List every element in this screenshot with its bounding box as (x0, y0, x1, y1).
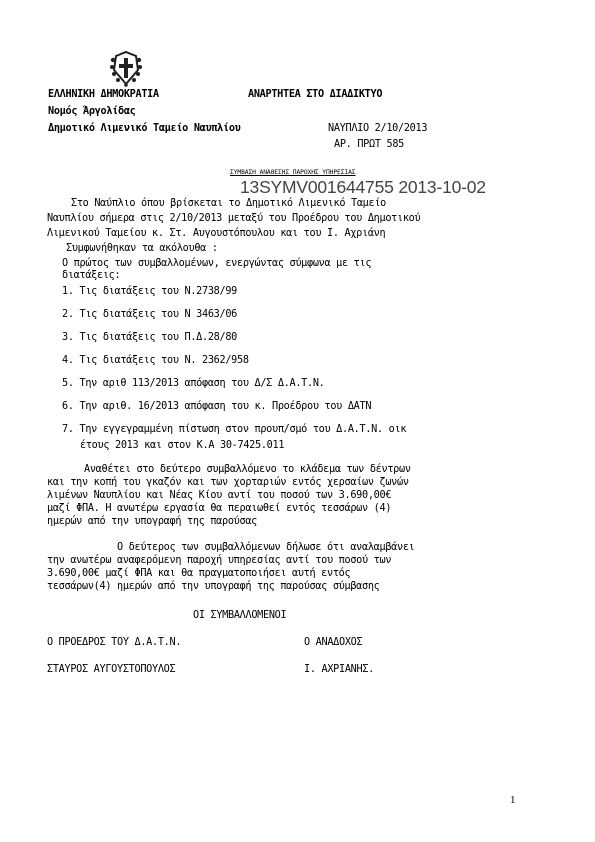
intro-line: Συμφωνήθηκαν τα ακόλουθα : (66, 243, 218, 254)
assignment-line: ημερών από την υπογραφή της παρούσας (47, 516, 258, 527)
assignment-line: λιμένων Ναυπλίου και Νέας Κίου αντί του ποσού των 3.690,00€ (47, 490, 392, 501)
intro-line: Λιμενικού Ταμείου κ. Στ. Αυγουστόπουλου και του Ι. Αχριάνη (47, 228, 386, 239)
place-date: ΝΑΥΠΛΙΟ 2/10/2013 (328, 123, 428, 134)
signatory-left-name: ΣΤΑΥΡΟΣ ΑΥΓΟΥΣΤΟΠΟΥΛΟΣ (47, 664, 176, 675)
protocol-number: ΑΡ. ΠΡΩΤ 585 (334, 139, 405, 150)
intro-line: Στο Ναύπλιο όπου βρίσκεται το Δημοτικό Λιμενικό Ταμείο (71, 198, 387, 209)
provision-item: 6. Την αριθ. 16/2013 απόφαση του κ. Προέδρου του ΔΑΤΝ (62, 401, 372, 412)
signatory-left-role: Ο ΠΡΟΕΔΡΟΣ ΤΟΥ Δ.Α.Τ.Ν. (47, 637, 182, 648)
provision-item: 4. Τις διατάξεις του Ν. 2362/958 (62, 355, 249, 366)
registry-stamp: 13SYMV001644755 2013-10-02 (240, 177, 486, 197)
republic-title: ΕΛΛΗΝΙΚΗ ΔΗΜΟΚΡΑΤΙΑ (48, 89, 159, 100)
provision-item: 2. Τις διατάξεις του Ν 3463/06 (62, 309, 238, 320)
signatory-right-name: Ι. ΑΧΡΙΑΝΗΣ. (304, 664, 375, 675)
assignment-line: Αναθέτει στο δεύτερο συμβαλλόμενο το κλάδεμα των δέντρων (84, 464, 411, 475)
assignment-line: και την κοπή του γκαζόν και των χορταριών εντός χερσαίων ζωνών (47, 477, 409, 488)
provision-item: 1. Τις διατάξεις του Ν.2738/99 (62, 286, 238, 297)
acceptance-line: την ανωτέρω αναφερόμενη παροχή υπηρεσίας αντί του ποσού των (47, 555, 392, 566)
post-online-label: ΑΝΑΡΤΗΤΕΑ ΣΤΟ ΔΙΑΔΙΚΤΥΟ (248, 89, 383, 100)
signatories-heading: ΟΙ ΣΥΜΒΑΛΛΟΜΕΝΟΙ (193, 610, 287, 621)
acceptance-line: 3.690,00€ μαζί ΦΠΑ και θα πραγματοποιήσει αυτή εντός (47, 568, 351, 579)
provision-item: 3. Τις διατάξεις του Π.Δ.28/80 (62, 332, 238, 343)
page-number: 1 (510, 794, 516, 806)
provision-item-continuation: έτους 2013 και στον Κ.Α 30-7425.011 (80, 440, 285, 451)
assignment-line: μαζί ΦΠΑ. Η ανωτέρω εργασία θα περαιωθεί εντός τεσσάρων (4) (47, 503, 392, 514)
contract-subject: ΣΥΜΒΑΣΗ ΑΝΑΘΕΣΗΣ ΠΑΡΟΧΗΣ ΥΠΗΡΕΣΙΑΣ (230, 169, 356, 176)
fund-name: Δημοτικό Λιμενικό Ταμείο Ναυπλίου (48, 123, 241, 134)
acceptance-line: Ο δεύτερος των συμβαλλόμενων δήλωσε ότι αναλαμβάνει (117, 542, 415, 553)
prefecture-name: Νομός Άργολίδας (48, 106, 136, 117)
acceptance-line: τεσσάρων(4) ημερών από την υπογραφή της παρούσας σύμβασης (47, 581, 380, 592)
intro-line: Ο πρώτος των συμβαλλομένων, ενεργώντας σύμφωνα με τις (62, 258, 372, 269)
intro-line: Ναυπλίου σήμερα στις 2/10/2013 μεταξύ του Προέδρου του Δημοτικού (47, 213, 421, 224)
provision-item: 5. Την αριθ 113/2013 απόφαση του Δ/Σ Δ.Α.Τ.Ν. (62, 378, 325, 389)
greek-emblem-icon (108, 50, 144, 87)
signatory-right-role: Ο ΑΝΑΔΟΧΟΣ (304, 637, 363, 648)
intro-line: διατάξεις: (62, 270, 121, 281)
provision-item: 7. Την εγγεγραμμένη πίστωση στον προυπ/σμό του Δ.Α.Τ.Ν. οικ (62, 424, 407, 435)
